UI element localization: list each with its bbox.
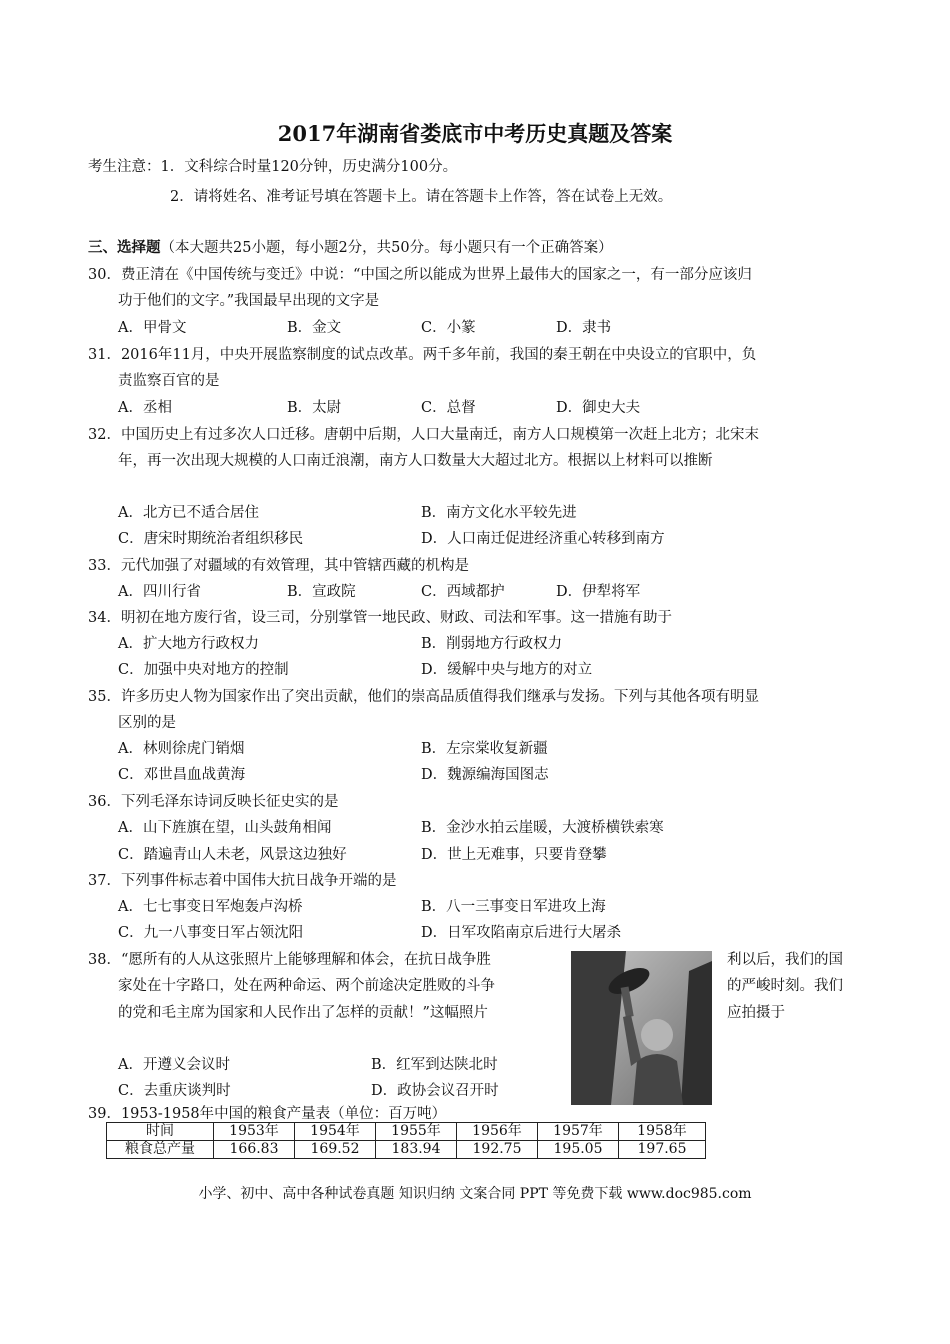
question-34-stem: 34．明初在地方废行省，设三司，分别掌管一地民政、财政、司法和军事。这一措施有助于 — [88, 610, 672, 626]
notice-line-1: 考生注意：1．文科综合时量120分钟，历史满分100分。 — [88, 159, 458, 175]
table-cell: 192.75 — [457, 1141, 538, 1159]
question-30-stem-2: 功于他们的文字。”我国最早出现的文字是 — [118, 293, 380, 309]
table-row — [107, 1141, 706, 1159]
table-header-cell: 1955年 — [376, 1123, 457, 1141]
question-35-option-d: D．魏源编海国图志 — [421, 767, 549, 783]
question-37-option-a: A．七七事变日军炮轰卢沟桥 — [118, 899, 303, 915]
question-32-option-b: B．南方文化水平较先进 — [421, 505, 577, 521]
table-row-label: 粮食总产量 — [107, 1141, 214, 1159]
question-37-option-c: C．九一八事变日军占领沈阳 — [118, 925, 304, 941]
question-34-option-a: A．扩大地方行政权力 — [118, 636, 259, 652]
question-36-stem: 36．下列毛泽东诗词反映长征史实的是 — [88, 794, 339, 810]
question-34-option-d: D．缓解中央与地方的对立 — [421, 662, 593, 678]
question-38-stem-1b: 利以后，我们的国 — [727, 952, 843, 968]
question-31-option-d: D．御史大夫 — [556, 400, 641, 416]
question-32-option-a: A．北方已不适合居住 — [118, 505, 259, 521]
question-35-option-b: B．左宗棠收复新疆 — [421, 741, 548, 757]
question-34-option-b: B．削弱地方行政权力 — [421, 636, 563, 652]
table-header-cell: 1958年 — [619, 1123, 706, 1141]
question-32-stem-2: 年，再一次出现大规模的人口南迁浪潮，南方人口数量大大超过北方。根据以上材料可以推断 — [118, 453, 713, 469]
question-33-option-a: A．四川行省 — [118, 584, 201, 600]
question-36-option-b: B．金沙水拍云崖暖，大渡桥横铁索寒 — [421, 820, 664, 836]
question-38-stem-2a: 家处在十字路口，处在两种命运、两个前途决定胜败的斗争 — [118, 978, 495, 994]
section-desc: （本大题共25小题，每小题2分，共50分。每小题只有一个正确答案） — [160, 240, 613, 256]
question-36-option-c: C．踏遍青山人未老，风景这边独好 — [118, 847, 347, 863]
section-label: 三、选择题 — [88, 239, 161, 256]
grain-output-table — [106, 1122, 706, 1159]
table-header-row — [107, 1123, 706, 1141]
table-header-cell: 1953年 — [214, 1123, 295, 1141]
table-header-cell: 1957年 — [538, 1123, 619, 1141]
table-cell: 169.52 — [295, 1141, 376, 1159]
table-cell: 166.83 — [214, 1141, 295, 1159]
question-38-option-a: A．开遵义会议时 — [118, 1057, 230, 1073]
question-31-option-c: C．总督 — [421, 400, 476, 416]
question-30-option-b: B．金文 — [287, 320, 342, 336]
question-30-stem-1: 30．费正清在《中国传统与变迁》中说：“中国之所以能成为世界上最伟大的国家之一，有一部分应该归 — [88, 267, 752, 283]
question-37-stem: 37．下列事件标志着中国伟大抗日战争开端的是 — [88, 873, 397, 889]
question-30-option-d: D．隶书 — [556, 320, 612, 336]
question-35-option-a: A．林则徐虎门销烟 — [118, 741, 245, 757]
question-38-stem-3a: 的党和毛主席为国家和人民作出了怎样的贡献！”这幅照片 — [118, 1005, 488, 1021]
question-38-option-b: B．红军到达陕北时 — [371, 1057, 498, 1073]
question-37-option-b: B．八一三事变日军进攻上海 — [421, 899, 606, 915]
question-35-stem-1: 35．许多历史人物为国家作出了突出贡献，他们的崇高品质值得我们继承与发扬。下列与其他各项有明显 — [88, 689, 759, 705]
historical-photo — [571, 951, 712, 1105]
question-38-stem-2b: 的严峻时刻。我们 — [727, 978, 843, 994]
question-33-stem: 33．元代加强了对疆域的有效管理，其中管辖西藏的机构是 — [88, 558, 469, 574]
page-title: 2017年湖南省娄底市中考历史真题及答案 — [277, 121, 673, 146]
question-38-option-c: C．去重庆谈判时 — [118, 1083, 231, 1099]
table-header-cell: 时间 — [107, 1123, 214, 1141]
question-33-option-c: C．西域都护 — [421, 584, 505, 600]
question-35-option-c: C．邓世昌血战黄海 — [118, 767, 246, 783]
question-31-option-a: A．丞相 — [118, 400, 172, 416]
historical-photo-graphic — [571, 951, 712, 1105]
table-cell: 183.94 — [376, 1141, 457, 1159]
question-38-stem-3b: 应拍摄于 — [727, 1005, 785, 1021]
table-header-cell: 1954年 — [295, 1123, 376, 1141]
section-heading — [88, 236, 613, 257]
question-33-option-d: D．伊犁将军 — [556, 584, 641, 600]
question-34-option-c: C．加强中央对地方的控制 — [118, 662, 289, 678]
question-31-option-b: B．太尉 — [287, 400, 342, 416]
question-35-stem-2: 区别的是 — [118, 715, 176, 731]
table-cell: 195.05 — [538, 1141, 619, 1159]
question-32-option-d: D．人口南迁促进经济重心转移到南方 — [421, 531, 665, 547]
question-31-stem-1: 31．2016年11月，中央开展监察制度的试点改革。两千多年前，我国的秦王朝在中央设立的官职中，负 — [88, 347, 757, 363]
question-39-stem: 39．1953-1958年中国的粮食产量表（单位：百万吨） — [88, 1106, 447, 1122]
question-38-stem-1a: 38．“愿所有的人从这张照片上能够理解和体会，在抗日战争胜 — [88, 952, 491, 968]
table-cell: 197.65 — [619, 1141, 706, 1159]
notice-line-2: 2．请将姓名、准考证号填在答题卡上。请在答题卡上作答，答在试卷上无效。 — [170, 189, 673, 205]
footer-note: 小学、初中、高中各种试卷真题 知识归纳 文案合同 PPT 等免费下载 www.doc985.com — [198, 1186, 752, 1202]
question-37-option-d: D．日军攻陷南京后进行大屠杀 — [421, 925, 622, 941]
question-32-option-c: C．唐宋时期统治者组织移民 — [118, 531, 304, 547]
question-36-option-a: A．山下旌旗在望，山头鼓角相闻 — [118, 820, 332, 836]
table-header-cell: 1956年 — [457, 1123, 538, 1141]
question-30-option-a: A．甲骨文 — [118, 320, 187, 336]
question-32-stem-1: 32．中国历史上有过多次人口迁移。唐朝中后期，人口大量南迁，南方人口规模第一次赶上北方；北宋末 — [88, 427, 759, 443]
question-36-option-d: D．世上无难事，只要肯登攀 — [421, 847, 607, 863]
question-33-option-b: B．宣政院 — [287, 584, 356, 600]
question-30-option-c: C．小篆 — [421, 320, 476, 336]
question-31-stem-2: 责监察百官的是 — [118, 373, 220, 389]
question-38-option-d: D．政协会议召开时 — [371, 1083, 499, 1099]
